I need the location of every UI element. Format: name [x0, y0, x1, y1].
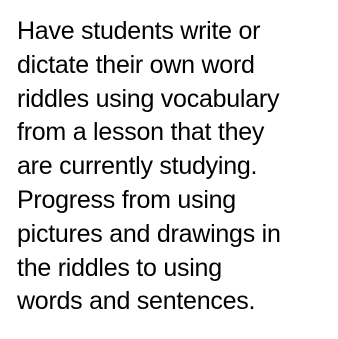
instruction-paragraph	[17, 15, 335, 319]
paragraph-line-2: dictate their own word	[17, 50, 255, 79]
paragraph-line-7: pictures and drawings in	[17, 219, 281, 248]
paragraph-line-9: words and sentences.	[17, 287, 256, 316]
paragraph-line-3: riddles using vocabulary	[17, 84, 280, 113]
paragraph-line-5: are currently studying.	[17, 152, 258, 181]
paragraph-line-4: from a lesson that they	[17, 118, 265, 147]
paragraph-line-8: the riddles to using	[17, 253, 222, 282]
paragraph-line-6: Progress from using	[17, 185, 236, 214]
paragraph-line-1: Have students write or	[17, 17, 261, 45]
